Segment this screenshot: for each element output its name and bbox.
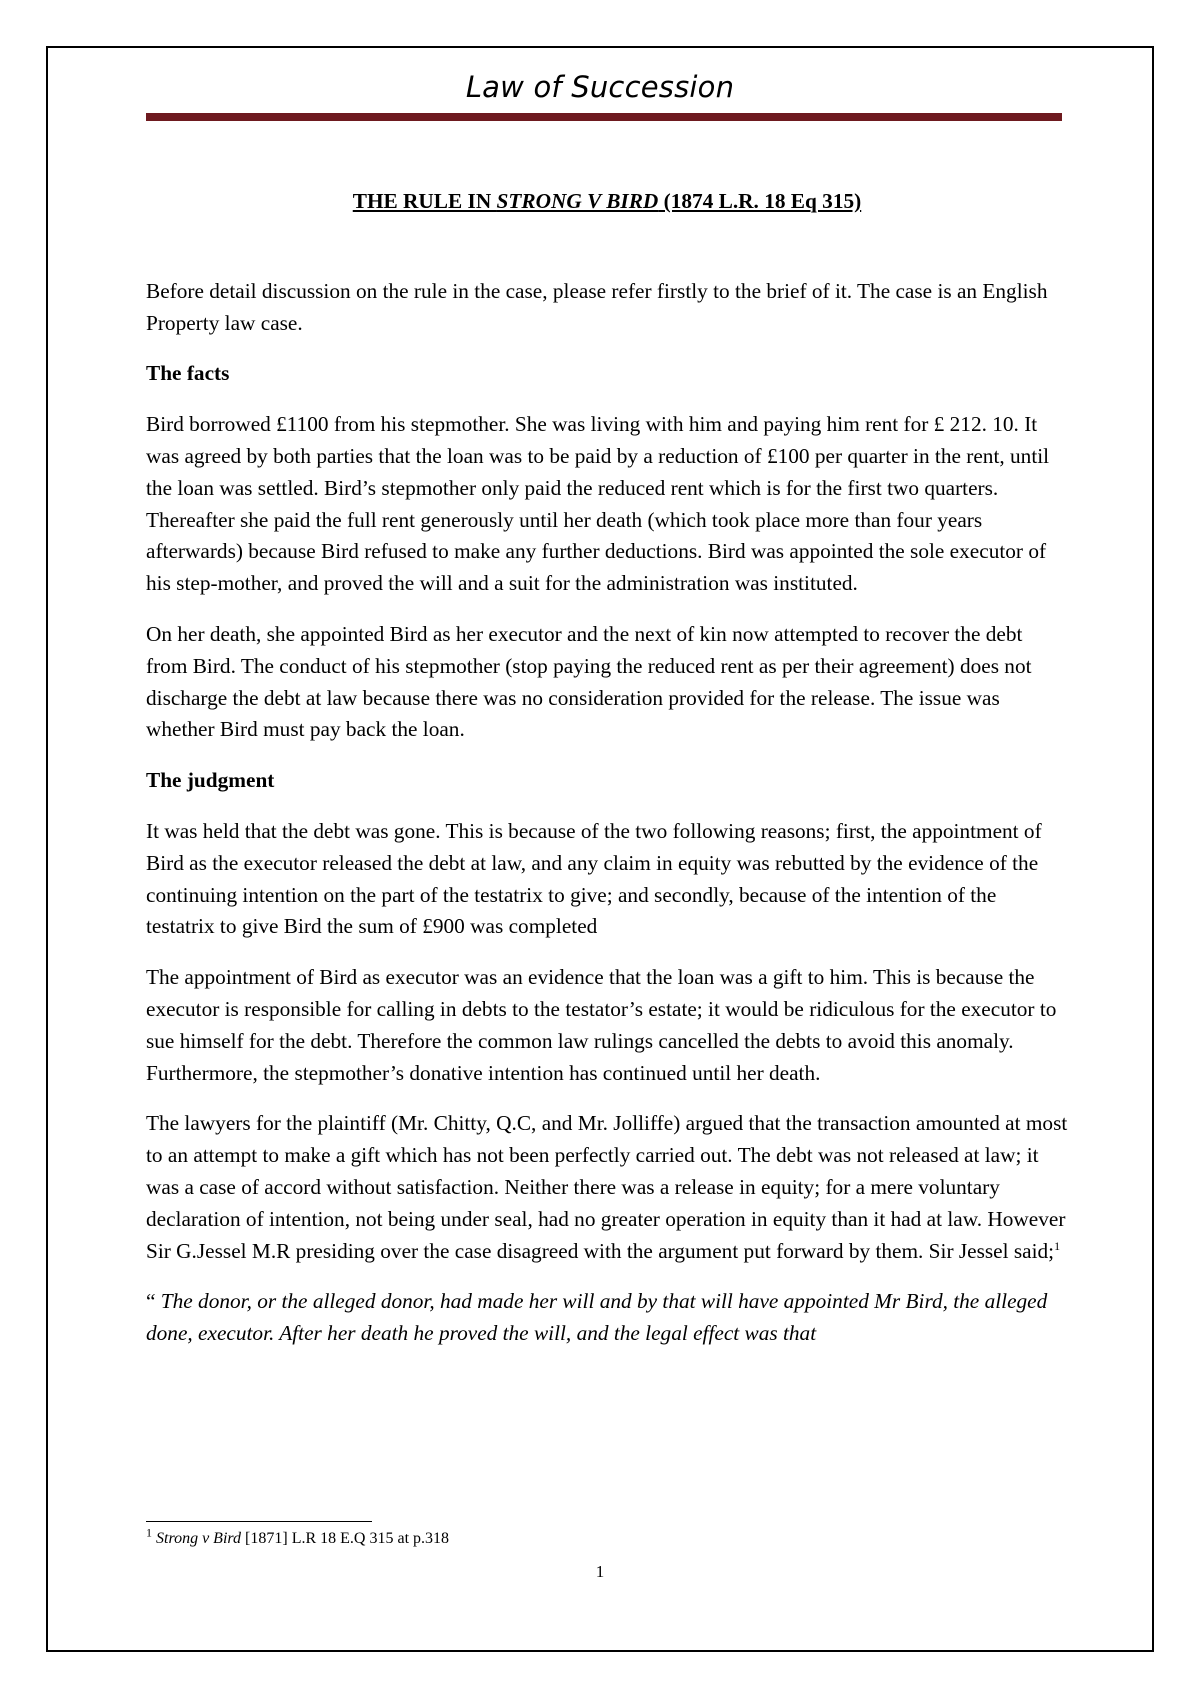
judgment-paragraph-3 <box>146 1108 1068 1267</box>
quote-open-mark: “ <box>146 1289 161 1314</box>
footnote-citation: [1871] L.R 18 E.Q 315 at p.318 <box>241 1530 450 1547</box>
header-rule <box>146 113 1062 121</box>
judgment-quote <box>146 1286 1068 1350</box>
judgment-paragraph-2: The appointment of Bird as executor was an evidence that the loan was a gift to him. This is because the executor is responsible for calling in debts to the testator’s estate; it would be ridiculous for the executor to sue himself for the debt. Therefore the common law rulings cancelled the debts to avoid this anomaly. Furthermore, the stepmother’s donative intention has continued until her death. <box>146 965 1057 1085</box>
document-title <box>146 186 1068 218</box>
document-body <box>146 186 1068 1350</box>
title-prefix: THE RULE IN <box>352 189 497 213</box>
footnote-reference[interactable]: 1 <box>1054 1238 1061 1253</box>
judgment-paragraph-3-text: The lawyers for the plaintiff (Mr. Chitty, Q.C, and Mr. Jolliffe) argued that the transaction amounted at most to an attempt to make a gift which has not been perfectly carried out. The debt was not released at law; it was a case of accord without satisfaction. Neither there was a release in equity; for a mere voluntary declaration of intention, not being under seal, had no greater operation in equity than it had at law. However Sir G.Jessel M.R presiding over the case disagreed with the argument put forward by them. Sir Jessel said; <box>146 1111 1068 1263</box>
footnote-separator <box>146 1521 372 1522</box>
footnote <box>146 1525 450 1550</box>
judgment-heading: The judgment <box>146 768 275 793</box>
header-title: Law of Succession <box>465 70 735 104</box>
judgment-paragraph-1: It was held that the debt was gone. This is because of the two following reasons; first, the appointment of Bird as the executor released the debt at law, and any claim in equity was rebutted by the evidence of the continuing intention on the part of the testatrix to give; and secondly, because of the intention of the testatrix to give Bird the sum of £900 was completed <box>146 818 1042 939</box>
quote-text: The donor, or the alleged donor, had made her will and by that will have appointed Mr Bird, the alleged done, executor. After her death he proved the will, and the legal effect was that <box>146 1289 1048 1346</box>
facts-paragraph-1: Bird borrowed £1100 from his stepmother. She was living with him and paying him rent for £ 212. 10. It was agreed by both parties that the loan was to be paid by a reduction of £100 per quarter in the rent, until the loan was settled. Bird’s stepmother only paid the reduced rent which is for the first two quarters. Thereafter she paid the full rent generously until her death (which took place more than four years afterwards) because Bird refused to make any further deductions. Bird was appointed the sole executor of his step-mother, and proved the will and a suit for the administration was instituted. <box>146 412 1050 596</box>
title-citation: (1874 L.R. 18 Eq 315) <box>658 189 862 213</box>
facts-heading: The facts <box>146 361 230 386</box>
footnote-marker: 1 <box>146 1525 152 1540</box>
page-number: 1 <box>595 1562 605 1581</box>
footnote-case-name: Strong v Bird <box>156 1530 242 1547</box>
facts-paragraph-2: On her death, she appointed Bird as her executor and the next of kin now attempted to recover the debt from Bird. The conduct of his stepmother (stop paying the reduced rent as per their agreement) does not discharge the debt at law because there was no consideration provided for the release. The issue was whether Bird must pay back the loan. <box>146 621 1032 742</box>
title-case-name: STRONG V BIRD <box>496 189 659 213</box>
intro-paragraph: Before detail discussion on the rule in the case, please refer firstly to the brief of it. The case is an English Property law case. <box>146 278 1048 335</box>
